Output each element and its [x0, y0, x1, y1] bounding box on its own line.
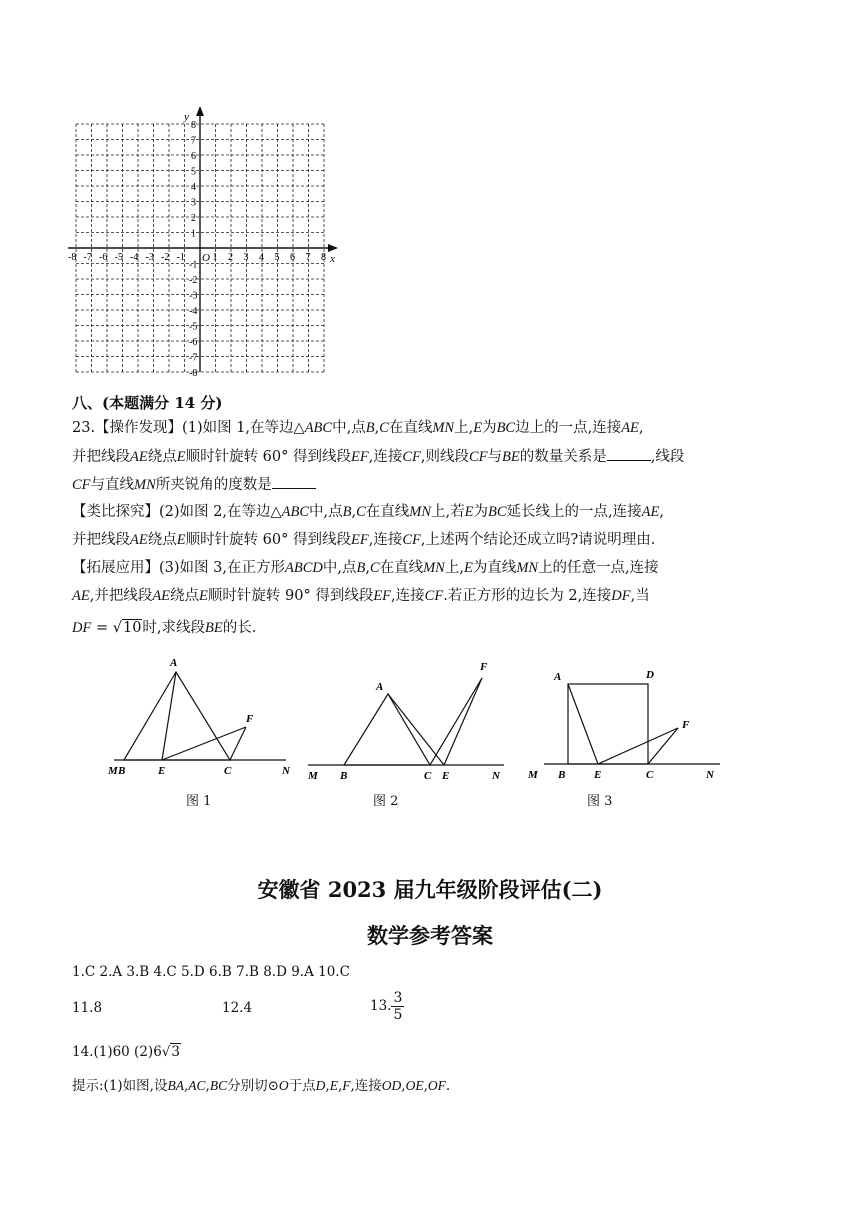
choice-answers: 1.C 2.A 3.B 4.C 5.D 6.B 7.B 8.D 9.A 10.C	[72, 964, 350, 980]
text-run: ,并把线段	[89, 588, 153, 604]
y-tick-label: -8	[189, 368, 198, 379]
math-run: C	[379, 420, 389, 436]
y-axis-label: y	[184, 111, 189, 123]
text-run: 时,求线段	[142, 620, 206, 636]
math-run: OD	[381, 1078, 402, 1093]
math-run: CF	[424, 588, 444, 604]
y-tick-label: 1	[191, 228, 196, 240]
text-run: 【类比探究】(2)如图 2,在等边△	[72, 504, 282, 520]
math-run: DF	[611, 588, 631, 604]
y-tick-label: 6	[191, 151, 196, 162]
math-run: O	[278, 1078, 289, 1093]
x-tick-label: -5	[114, 252, 123, 263]
answer-13	[370, 986, 404, 1026]
label-c: C	[424, 770, 432, 782]
label-m: M	[308, 770, 318, 782]
section-heading: 八、(本题满分 14 分)	[72, 394, 223, 412]
text-run: 提示:(1)如图,设	[72, 1078, 168, 1094]
math-run: AE	[621, 420, 639, 436]
math-run: MN	[432, 420, 455, 436]
math-run: F	[342, 1078, 351, 1093]
y-tick-label: 5	[191, 166, 196, 178]
answer-12: 12.4	[222, 1000, 253, 1016]
x-tick-label: -1	[176, 252, 185, 263]
math-run: E	[329, 1078, 338, 1093]
math-run: BE	[502, 449, 520, 465]
math-run: E	[464, 504, 474, 520]
segment-cf	[648, 728, 678, 764]
math-run: OF	[427, 1078, 446, 1093]
math-run: E	[473, 420, 483, 436]
math-run: ABC	[281, 504, 310, 520]
text-run: ,	[659, 504, 664, 520]
text-run: 的数量关系是	[519, 449, 607, 465]
y-tick-label: -5	[189, 321, 198, 333]
y-axis-arrow	[196, 106, 204, 116]
text-run: 在直线	[379, 560, 424, 576]
x-tick-label: 6	[290, 252, 295, 263]
q23-line-1	[72, 418, 644, 438]
q23-line-8: DF = √10时,求线段BE的长.	[72, 620, 257, 636]
x-tick-label: -7	[83, 252, 92, 263]
x-tick-label: -2	[161, 252, 170, 263]
text-run: ,	[325, 1078, 330, 1094]
text-run: 与直线	[90, 477, 135, 493]
text-run: 与	[487, 449, 502, 465]
label-d: D	[646, 669, 654, 681]
math-run: AE	[152, 588, 171, 604]
x-tick-label: 4	[259, 252, 264, 263]
label-m: M	[108, 765, 118, 777]
math-run: MN	[423, 560, 445, 576]
text-run: 在直线	[365, 504, 410, 520]
text-run: ,	[638, 420, 644, 436]
text-run: ,	[205, 1078, 210, 1094]
segment-ae	[388, 694, 444, 765]
y-tick-label: 2	[191, 213, 196, 224]
text-run: 绕点	[147, 449, 177, 465]
math-run: MN	[516, 560, 539, 576]
text-run: 14.(1)60 (2)	[72, 1044, 154, 1060]
q23-line-6	[72, 558, 659, 578]
text-run: ,	[183, 1078, 189, 1094]
math-run: AE	[130, 532, 148, 548]
text-run: ,连接	[368, 449, 403, 465]
coordinate-grid	[60, 104, 350, 379]
text-run: ,连接	[350, 1078, 382, 1094]
text-run: 的长.	[222, 620, 257, 636]
text-run: 所夹锐角的度数是	[155, 477, 272, 493]
text-run: 中,点	[309, 504, 343, 520]
segment-ae	[162, 672, 176, 760]
text-run: .若正方形的边长为 2,连接	[443, 588, 612, 604]
x-axis-label: x	[330, 253, 335, 265]
label-c: C	[224, 765, 232, 777]
segment-ae	[568, 684, 598, 764]
fraction-denominator: 5	[393, 1007, 403, 1023]
label-e: E	[158, 765, 166, 777]
math-run: BC	[488, 504, 507, 520]
math-run: B	[356, 560, 366, 576]
label-b: B	[118, 765, 126, 777]
text-run: ,线段	[650, 449, 685, 465]
math-run: E	[199, 588, 208, 604]
x-axis-arrow	[328, 244, 338, 252]
label-m: M	[528, 769, 538, 781]
text-run: 并把线段	[72, 532, 130, 548]
math-run: CF	[402, 449, 421, 465]
label-n: N	[282, 765, 290, 777]
text-run: ,	[365, 560, 370, 576]
label-a: A	[170, 657, 178, 669]
math-run: AE	[130, 449, 148, 465]
math-run: E	[176, 449, 186, 465]
label-c: C	[646, 769, 654, 781]
segment-ef	[598, 728, 678, 764]
text-run: ,连接	[368, 532, 403, 548]
segment-cf	[430, 678, 482, 765]
answer-blank[interactable]	[272, 474, 316, 489]
math-run: AE	[72, 588, 90, 604]
answer-14: 14.(1)60 (2)6√3	[72, 1044, 180, 1060]
text-run: 23.【操作发现】(1)如图 1,在等边△	[72, 420, 305, 436]
math-run: DF	[72, 620, 92, 636]
text-run: ,则线段	[420, 449, 469, 465]
figure-3-caption: 图 3	[587, 794, 613, 809]
x-tick-label: 2	[228, 252, 233, 263]
x-tick-label: 3	[243, 252, 249, 263]
label-f: F	[480, 661, 488, 673]
math-run: CF	[402, 532, 421, 548]
triangle-abc	[344, 694, 430, 765]
text-run: 13.	[370, 998, 392, 1014]
math-run: CF	[72, 477, 91, 493]
q23-line-7	[72, 586, 650, 606]
label-n: N	[706, 769, 714, 781]
math-run: BC	[496, 420, 516, 436]
label-f: F	[682, 719, 690, 731]
fraction	[391, 990, 404, 1023]
figure-1	[110, 652, 300, 782]
q23-line-5	[72, 530, 655, 550]
figure-3	[524, 660, 734, 785]
answer-11: 11.8	[72, 1000, 103, 1016]
text-run: 绕点	[170, 588, 200, 604]
answers-subtitle: 数学参考答案	[367, 923, 493, 948]
math-run: CF	[468, 449, 488, 465]
math-run: C	[369, 560, 380, 576]
y-tick-label: 8	[191, 120, 196, 131]
label-b: B	[340, 770, 348, 782]
figure-1-caption: 图 1	[186, 794, 212, 809]
text-run: ,	[374, 420, 380, 436]
text-run: 为	[482, 420, 497, 436]
label-b: B	[558, 769, 566, 781]
math-run: ABC	[304, 420, 333, 436]
x-tick-label: 5	[274, 252, 280, 263]
math-run: E	[463, 560, 473, 576]
text-run: 于点	[288, 1078, 316, 1094]
text-run: ,当	[630, 588, 650, 604]
text-run: ,	[351, 504, 357, 520]
text-run: 【拓展应用】(3)如图 3,在正方形	[72, 560, 285, 576]
text-run: 绕点	[147, 532, 177, 548]
text-run: 在直线	[388, 420, 433, 436]
origin-label: O	[202, 252, 210, 264]
figure-2	[304, 652, 514, 787]
text-run: 顺时针旋转 90° 得到线段	[207, 588, 374, 604]
triangle-abc	[124, 672, 230, 760]
label-a: A	[376, 681, 384, 693]
math-run: C	[356, 504, 366, 520]
text-run: 分别切⊙	[227, 1078, 279, 1094]
x-tick-label: -4	[130, 252, 139, 263]
q23-line-3	[72, 474, 316, 495]
math-run: EF	[351, 532, 369, 548]
math-run: MN	[134, 477, 156, 493]
square-abcd	[568, 684, 648, 764]
x-tick-label: 7	[305, 252, 311, 263]
text-run: 边上的一点,连接	[515, 420, 622, 436]
text-run: 上,若	[431, 504, 465, 520]
x-tick-label: -6	[99, 252, 108, 263]
text-run: ,连接	[391, 588, 425, 604]
x-tick-label: 1	[212, 252, 218, 263]
math-run: B	[342, 504, 352, 520]
x-tick-label: -8	[68, 252, 77, 263]
math-run: AE	[641, 504, 660, 520]
text-run: 6	[153, 1044, 162, 1060]
math-run: OE	[405, 1078, 424, 1093]
x-tick-label: -3	[145, 252, 154, 263]
text-run: 上,	[454, 420, 474, 436]
text-run: 中,点	[322, 560, 357, 576]
text-run: 并把线段	[72, 449, 130, 465]
sqrt-radicand: 10	[122, 620, 142, 636]
y-tick-label: -1	[189, 259, 198, 271]
math-run: BA	[167, 1078, 184, 1093]
segment-ef	[444, 678, 482, 765]
math-run: B	[365, 420, 375, 436]
text-run: 延长线上的一点,连接	[506, 504, 642, 520]
math-run: AC	[188, 1078, 206, 1093]
text-run: ,	[401, 1078, 406, 1094]
math-run: ABCD	[284, 560, 323, 576]
figure-2-caption: 图 2	[373, 794, 399, 809]
label-e: E	[594, 769, 602, 781]
q23-line-2	[72, 446, 684, 467]
text-run: 顺时针旋转 60° 得到线段	[185, 449, 351, 465]
text-run: .	[445, 1078, 451, 1094]
math-run: EF	[351, 449, 369, 465]
label-n: N	[492, 770, 500, 782]
hint-line	[72, 1076, 450, 1096]
y-tick-labels	[189, 120, 197, 379]
segment-ef	[162, 727, 246, 760]
text-run: 中,点	[332, 420, 366, 436]
fraction-numerator: 3	[393, 990, 403, 1006]
y-tick-label: -2	[189, 275, 198, 286]
text-run: 上,	[444, 560, 464, 576]
x-tick-label: 8	[321, 252, 326, 263]
y-tick-label: -7	[189, 352, 198, 364]
math-run: D	[315, 1078, 326, 1093]
y-tick-label: -6	[189, 337, 198, 348]
label-f: F	[246, 713, 254, 725]
text-run: 为	[473, 504, 488, 520]
y-tick-label: 7	[191, 135, 196, 147]
math-run: BC	[209, 1078, 228, 1093]
math-run: MN	[409, 504, 432, 520]
label-a: A	[554, 671, 562, 683]
math-run: BE	[205, 620, 223, 636]
y-tick-label: -3	[189, 290, 198, 302]
math-run: E	[176, 532, 186, 548]
y-tick-label: 4	[191, 182, 196, 193]
answer-blank[interactable]	[607, 446, 651, 461]
y-tick-label: 3	[191, 197, 196, 209]
text-run: ,	[423, 1078, 428, 1094]
equals-sign: =	[95, 620, 109, 636]
text-run: 为直线	[472, 560, 517, 576]
text-run: 上的任意一点,连接	[538, 560, 659, 576]
text-run: 顺时针旋转 60° 得到线段	[185, 532, 351, 548]
q23-line-4	[72, 502, 664, 522]
sqrt-radicand: 3	[171, 1044, 180, 1060]
y-tick-label: -4	[189, 306, 198, 317]
answers-title: 安徽省 2023 届九年级阶段评估(二)	[257, 877, 603, 902]
text-run: ,	[337, 1078, 343, 1094]
math-run: EF	[373, 588, 392, 604]
label-e: E	[442, 770, 450, 782]
text-run: ,上述两个结论还成立吗?请说明理由.	[420, 532, 656, 548]
